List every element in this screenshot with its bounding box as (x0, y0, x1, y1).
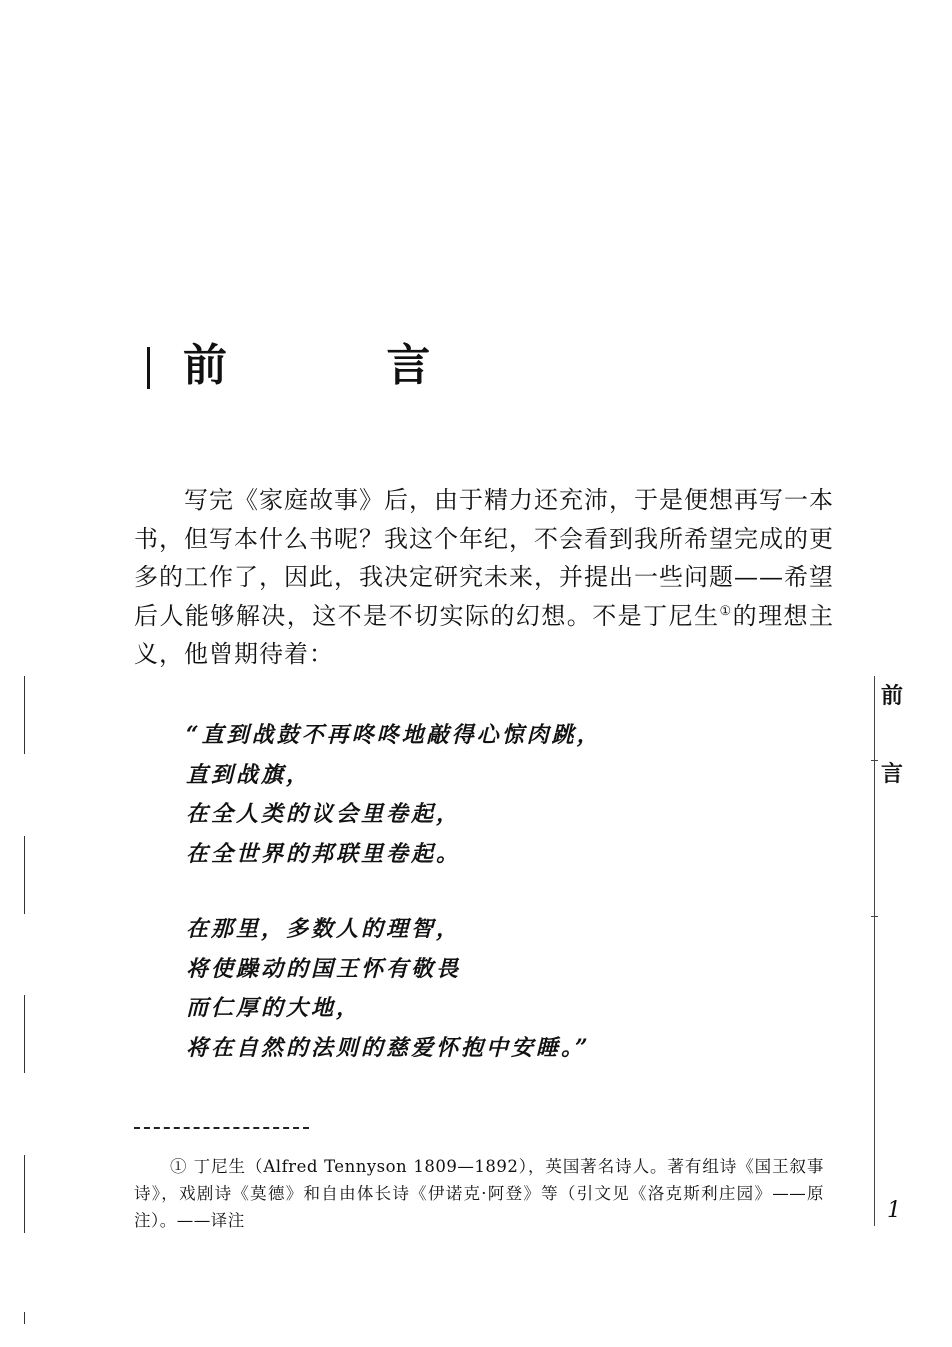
footnote-reference[interactable]: ① (719, 603, 733, 619)
poem-line: 将使躁动的国王怀有敬畏 (186, 955, 462, 982)
poem-quotation (186, 716, 602, 1068)
scan-artifact-line (24, 676, 25, 754)
poem-stanza-1 (186, 716, 602, 874)
running-header-char-1: 前 (881, 684, 904, 709)
scan-artifact-line (24, 836, 25, 914)
running-header-rule (874, 676, 875, 1226)
poem-line: 在全人类的议会里卷起， (186, 801, 462, 827)
poem-line: 而仁厚的大地， (186, 995, 362, 1021)
poem-line: 将在自然的法则的慈爱怀抱中安睡。” (186, 1034, 591, 1061)
scan-artifact-line (24, 995, 25, 1073)
poem-line: 在全世界的邦联里卷起。 (186, 840, 462, 867)
paragraph-text-part-1: 写完《家庭故事》后，由于精力还充沛，于是便想再写一本书，但写本什么书呢？我这个年纪，不会看到我所希望完成的更多的工作了，因此，我决定研究未来，并提出一些问题——希望后人能够解决，这不是不切实际的幻想。不是丁尼生 (134, 486, 834, 630)
running-header-tick (871, 760, 878, 761)
title-accent-bar (147, 347, 150, 389)
paragraph-text-part-2: 的理想主义，他曾期待着： (134, 601, 835, 668)
poem-line: 直到战旗， (186, 761, 312, 788)
running-header-tick (871, 916, 878, 917)
body-paragraph (134, 481, 834, 674)
scan-artifact-line (24, 1312, 25, 1324)
chapter-title: 前 言 (183, 340, 503, 391)
page-number: 1 (887, 1198, 901, 1223)
footnote-separator (134, 1127, 309, 1129)
running-header-char-2: 言 (881, 762, 904, 787)
scan-artifact-line (24, 1155, 25, 1233)
poem-stanza-2 (186, 910, 602, 1068)
poem-line: “直到战鼓不再咚咚地敲得心惊肉跳， (186, 722, 602, 748)
poem-line: 在那里，多数人的理智， (186, 916, 462, 942)
footnote-text: ① 丁尼生（Alfred Tennyson 1809—1892），英国著名诗人。著有组诗《国王叙事诗》，戏剧诗《莫德》和自由体长诗《伊诺克·阿登》等（引文见《洛克斯利庄园》——原注）。——译注 (134, 1157, 824, 1230)
